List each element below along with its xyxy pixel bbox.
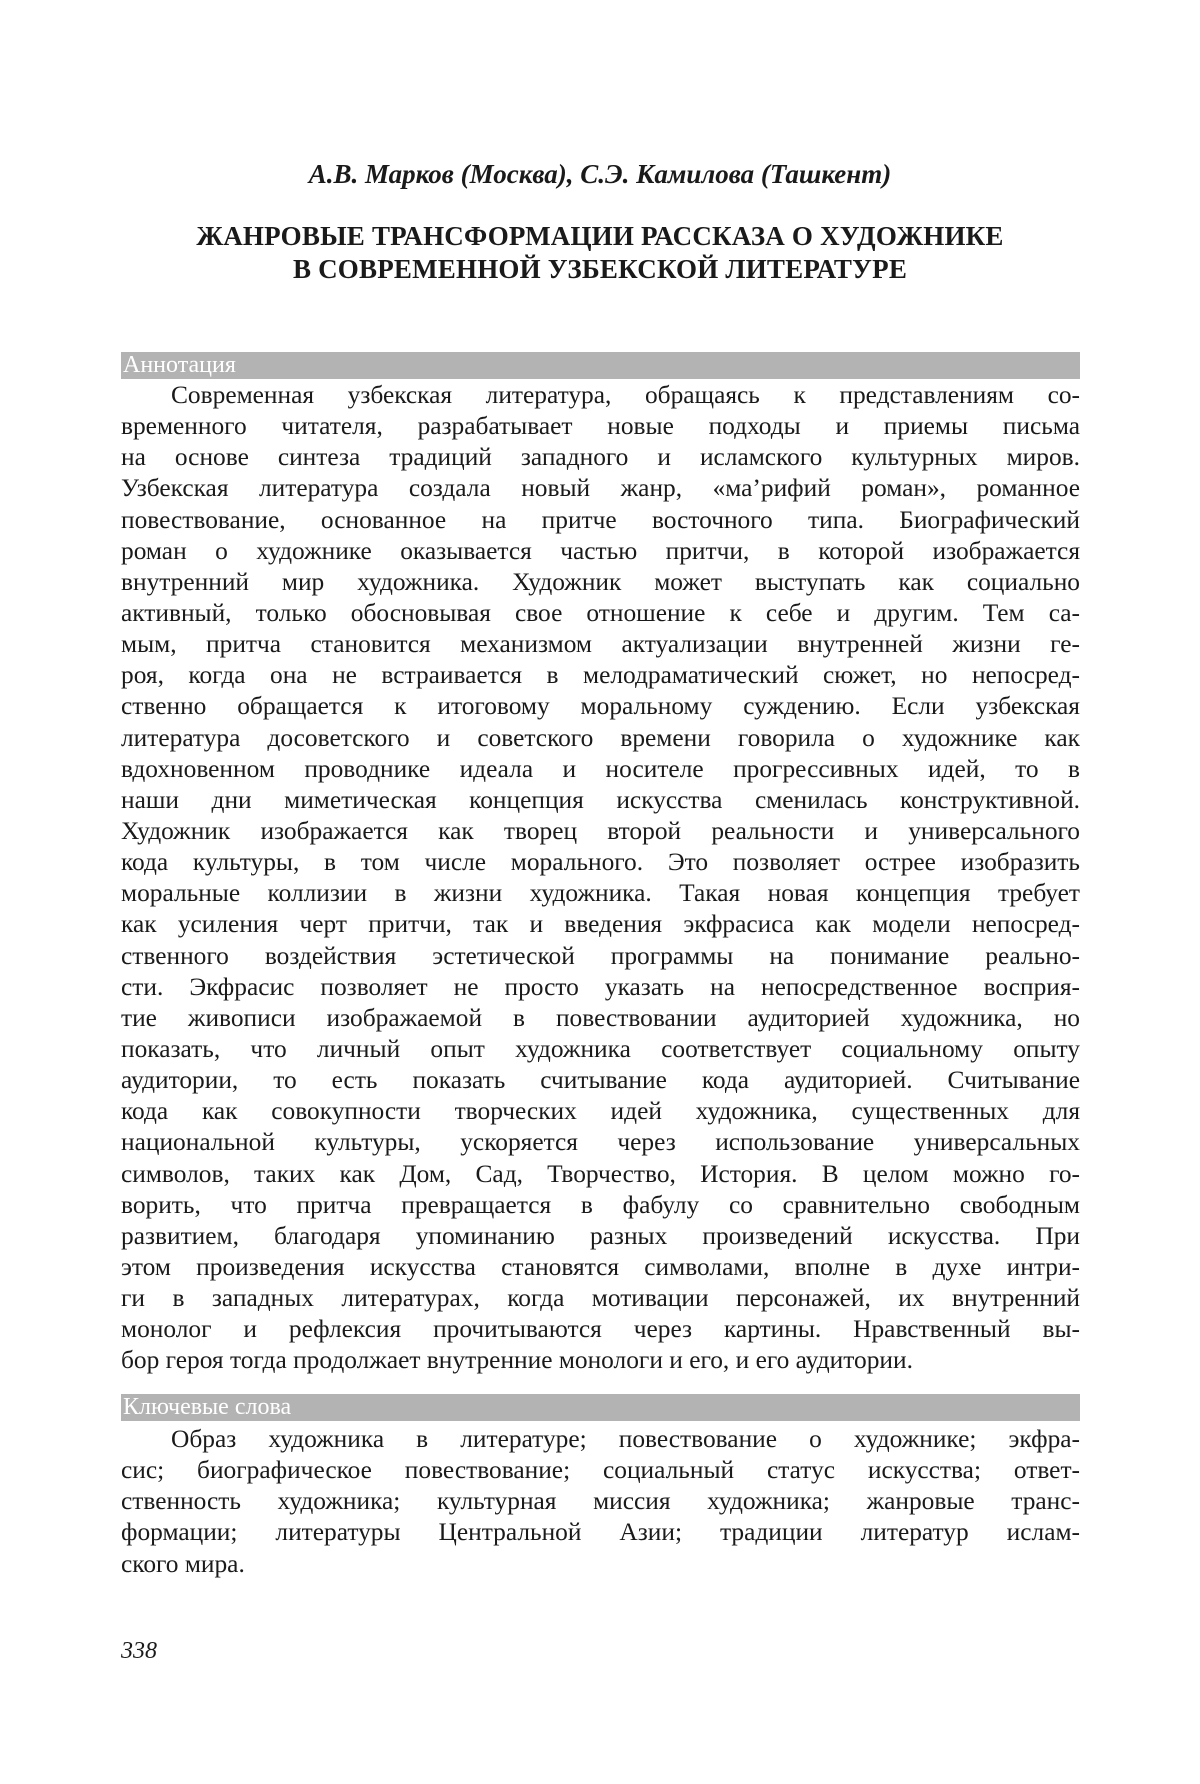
annotation-text [121,380,1080,1377]
annotation-line: этом произведения искусства становятся символами, вполне в духе интри- [121,1252,1080,1283]
annotation-line: активный, только обосновывая свое отношение к себе и другим. Тем са- [121,598,1080,629]
annotation-line: кода культуры, в том числе морального. Это позволяет острее изобразить [121,847,1080,878]
annotation-line: мым, притча становится механизмом актуализации внутренней жизни ге- [121,629,1080,660]
annotation-line: сти. Экфрасис позволяет не просто указать на непосредственное восприя- [121,972,1080,1003]
annotation-line: Узбекская литература создала новый жанр, «ма’рифий роман», романное [121,473,1080,504]
annotation-line: бор героя тогда продолжает внутренние монологи и его, и его аудитории. [121,1345,1080,1376]
article-title-line-2: В СОВРЕМЕННОЙ УЗБЕКСКОЙ ЛИТЕРАТУРЕ [120,253,1080,286]
annotation-line: роман о художнике оказывается частью притчи, в которой изображается [121,536,1080,567]
annotation-line: вдохновенном проводнике идеала и носителе прогрессивных идей, то в [121,754,1080,785]
article-title-line-1: ЖАНРОВЫЕ ТРАНСФОРМАЦИИ РАССКАЗА О ХУДОЖНИКЕ [120,220,1080,253]
annotation-line: символов, таких как Дом, Сад, Творчество, История. В целом можно го- [121,1159,1080,1190]
annotation-line: тие живописи изображаемой в повествовании аудиторией художника, но [121,1003,1080,1034]
annotation-line: Современная узбекская литература, обращаясь к представлениям со- [121,380,1080,411]
annotation-line: показать, что личный опыт художника соответствует социальному опыту [121,1034,1080,1065]
keywords-line: ского мира. [121,1549,1080,1580]
article-title [120,220,1080,286]
annotation-line: аудитории, то есть показать считывание кода аудиторией. Считывание [121,1065,1080,1096]
keywords-line: сис; биографическое повествование; социальный статус искусства; ответ- [121,1455,1080,1486]
keywords-line: Образ художника в литературе; повествование о художнике; экфра- [121,1424,1080,1455]
annotation-line: наши дни миметическая концепция искусства сменилась конструктивной. [121,785,1080,816]
annotation-line: временного читателя, разрабатывает новые подходы и приемы письма [121,411,1080,442]
journal-page [0,0,1200,1784]
annotation-line: литература досоветского и советского времени говорила о художнике как [121,723,1080,754]
annotation-line: на основе синтеза традиций западного и исламского культурных миров. [121,442,1080,473]
annotation-line: внутренний мир художника. Художник может выступать как социально [121,567,1080,598]
annotation-line: развитием, благодаря упоминанию разных произведений искусства. При [121,1221,1080,1252]
annotation-line: моральные коллизии в жизни художника. Такая новая концепция требует [121,878,1080,909]
annotation-line: как усиления черт притчи, так и введения экфрасиса как модели непосред- [121,909,1080,940]
annotation-line: монолог и рефлексия прочитываются через картины. Нравственный вы- [121,1314,1080,1345]
annotation-heading: Аннотация [121,352,1080,379]
keywords-line: ственность художника; культурная миссия художника; жанровые транс- [121,1486,1080,1517]
annotation-line: ворить, что притча превращается в фабулу со сравнительно свободным [121,1190,1080,1221]
annotation-line: ственно обращается к итоговому моральному суждению. Если узбекская [121,691,1080,722]
annotation-line: национальной культуры, ускоряется через использование универсальных [121,1127,1080,1158]
keywords-text [121,1424,1080,1580]
annotation-line: кода как совокупности творческих идей художника, существенных для [121,1096,1080,1127]
annotation-line: ги в западных литературах, когда мотивации персонажей, их внутренний [121,1283,1080,1314]
annotation-line: Художник изображается как творец второй реальности и универсального [121,816,1080,847]
annotation-line: ственного воздействия эстетической программы на понимание реально- [121,941,1080,972]
page-number: 338 [121,1636,157,1666]
annotation-line: роя, когда она не встраивается в мелодраматический сюжет, но непосред- [121,660,1080,691]
keywords-line: формации; литературы Центральной Азии; традиции литератур ислам- [121,1517,1080,1548]
annotation-line: повествование, основанное на притче восточного типа. Биографический [121,505,1080,536]
authors-line: А.В. Марков (Москва), С.Э. Камилова (Ташкент) [120,156,1080,192]
keywords-heading: Ключевые слова [121,1394,1080,1421]
